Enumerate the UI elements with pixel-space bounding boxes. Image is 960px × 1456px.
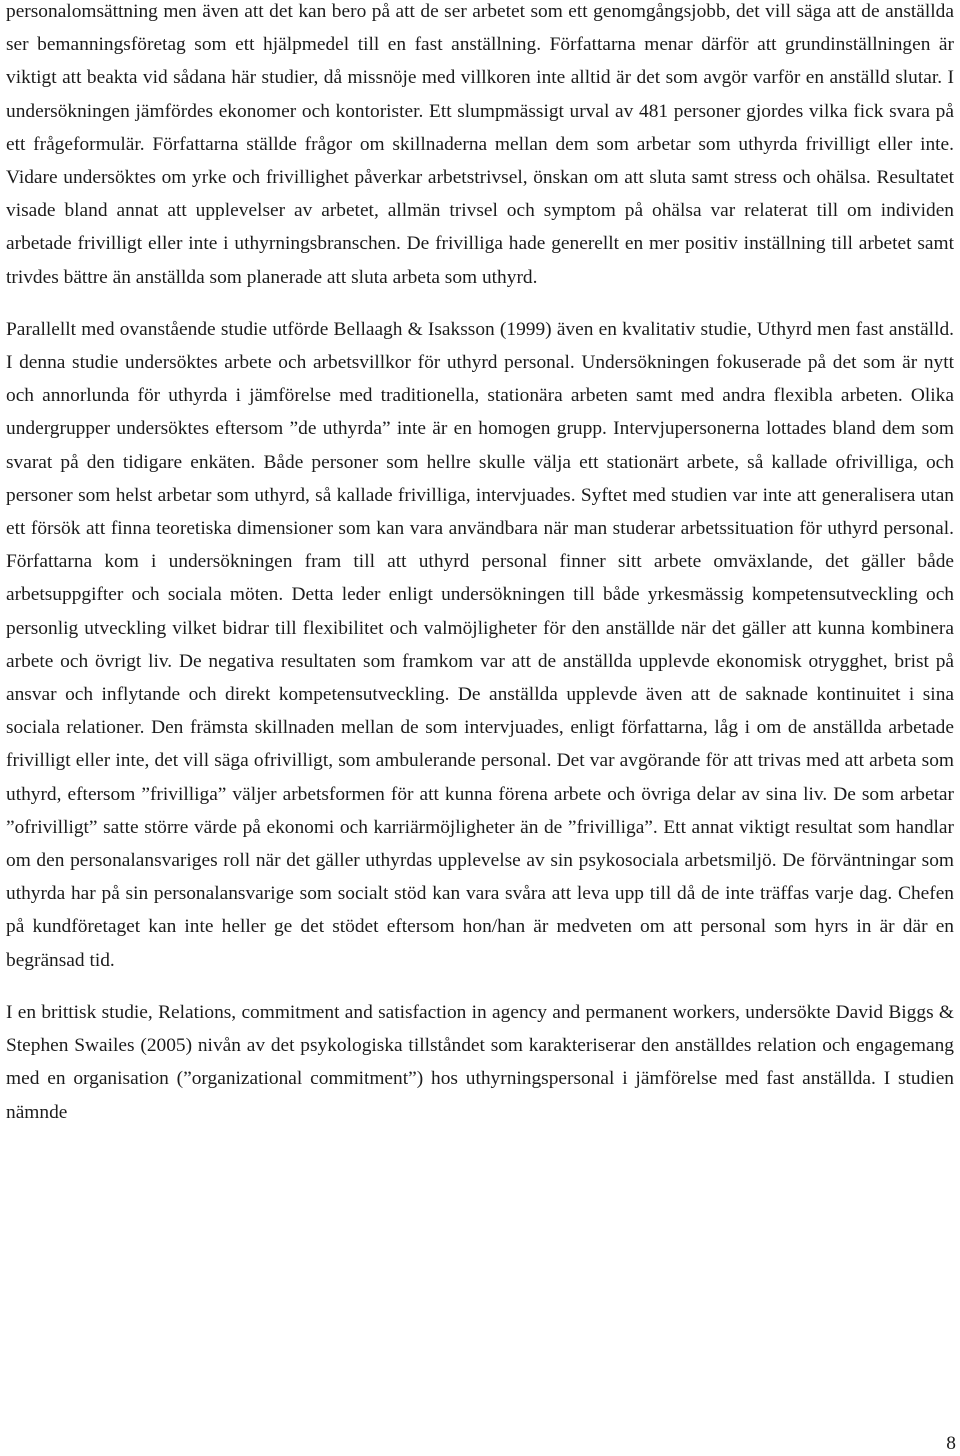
document-page <box>6 0 954 1129</box>
body-paragraph: Parallellt med ovanstående studie utförde Bellaagh & Isaksson (1999) även en kvalitativ studie, Uthyrd men fast anställd. I denna studie undersöktes arbete och arbetsvillkor för uthyrd personal. Undersökningen fokuserade på det som är nytt och annorlunda för uthyrda i jämförelse med traditionella, stationära arbeten samt med andra flexibla arbeten. Olika undergrupper undersöktes eftersom ”de uthyrda” inte är en homogen grupp. Intervjupersonerna lottades bland dem som svarat på den tidigare enkäten. Både personer som hellre skulle välja ett stationärt arbete, så kallade ofrivilliga, och personer som helst arbetar som uthyrd, så kallade frivilliga, intervjuades. Syftet med studien var inte att generalisera utan ett försök att finna teoretiska dimensioner som kan vara användbara när man studerar arbetssituation för uthyrd personal. Författarna kom i undersökningen fram till att uthyrd personal finner sitt arbete omväxlande, det gäller både arbetsuppgifter och sociala möten. Detta leder enligt undersökningen till både yrkesmässig kompetensutveckling och personlig utveckling vilket bidrar till flexibilitet och valmöjligheter för den anställde när det gäller att kunna kombinera arbete och övrigt liv. De negativa resultaten som framkom var att de anställda upplevde ekonomisk otrygghet, brist på ansvar och inflytande och direkt kompetensutveckling. De anställda upplevde även att de saknade kontinuitet i sina sociala relationer. Den främsta skillnaden mellan de som intervjuades, enligt författarna, låg i om de anställda arbetade frivilligt eller inte, det vill säga ofrivilligt, som ambulerande personal. Det var avgörande för att trivas med att arbeta som uthyrd, eftersom ”frivilliga” väljer arbetsformen för att kunna förena arbete och övriga delar av sina liv. De som arbetar ”ofrivilligt” satte större värde på ekonomi och karriärmöjligheter än de ”frivilliga”. Ett annat viktigt resultat som handlar om den personalansvariges roll när det gäller uthyrdas upplevelse av sin psykosociala arbetsmiljö. De förväntningar som uthyrda har på sin personalansvarige som socialt stöd kan vara svåra att leva upp till då de inte träffas varje dag. Chefen på kundföretaget kan inte heller ge det stödet eftersom hon/han är medveten om att personal som hyrs in är där en begränsad tid. <box>6 318 954 971</box>
body-paragraph: personalomsättning men även att det kan bero på att de ser arbetet som ett genomgångsjobb, det vill säga att de anställda ser bemanningsföretag som ett hjälpmedel till en fast anställning. Författarna menar därför att grundinställningen är viktigt att beakta vid sådana här studier, då missnöje med villkoren inte alltid är det som avgör varför en anställd slutar. I undersökningen jämfördes ekonomer och kontorister. Ett slumpmässigt urval av 481 personer gjordes vilka fick svara på ett frågeformulär. Författarna ställde frågor om skillnaderna mellan dem som arbetar som uthyrda frivilligt eller inte. Vidare undersöktes om yrke och frivillighet påverkar arbetstrivsel, önskan om att sluta samt stress och ohälsa. Resultatet visade bland annat att upplevelser av arbetet, allmän trivsel och symptom på ohälsa var relaterat till om individen arbetade frivilligt eller inte i uthyrningsbranschen. De frivilliga hade generellt en mer positiv inställning till arbetet samt trivdes bättre än anställda som planerade att sluta arbeta som uthyrd. <box>6 1 954 288</box>
body-paragraph: I en brittisk studie, Relations, commitment and satisfaction in agency and permanent workers, undersökte David Biggs & Stephen Swailes (2005) nivån av det psykologiska tillståndet som karakteriserar den anställdes relation och engagemang med en organisation (”organizational commitment”) hos uthyrningspersonal i jämförelse med fast anställda. I studien nämnde <box>6 1001 954 1123</box>
page-number: 8 <box>946 1433 956 1454</box>
